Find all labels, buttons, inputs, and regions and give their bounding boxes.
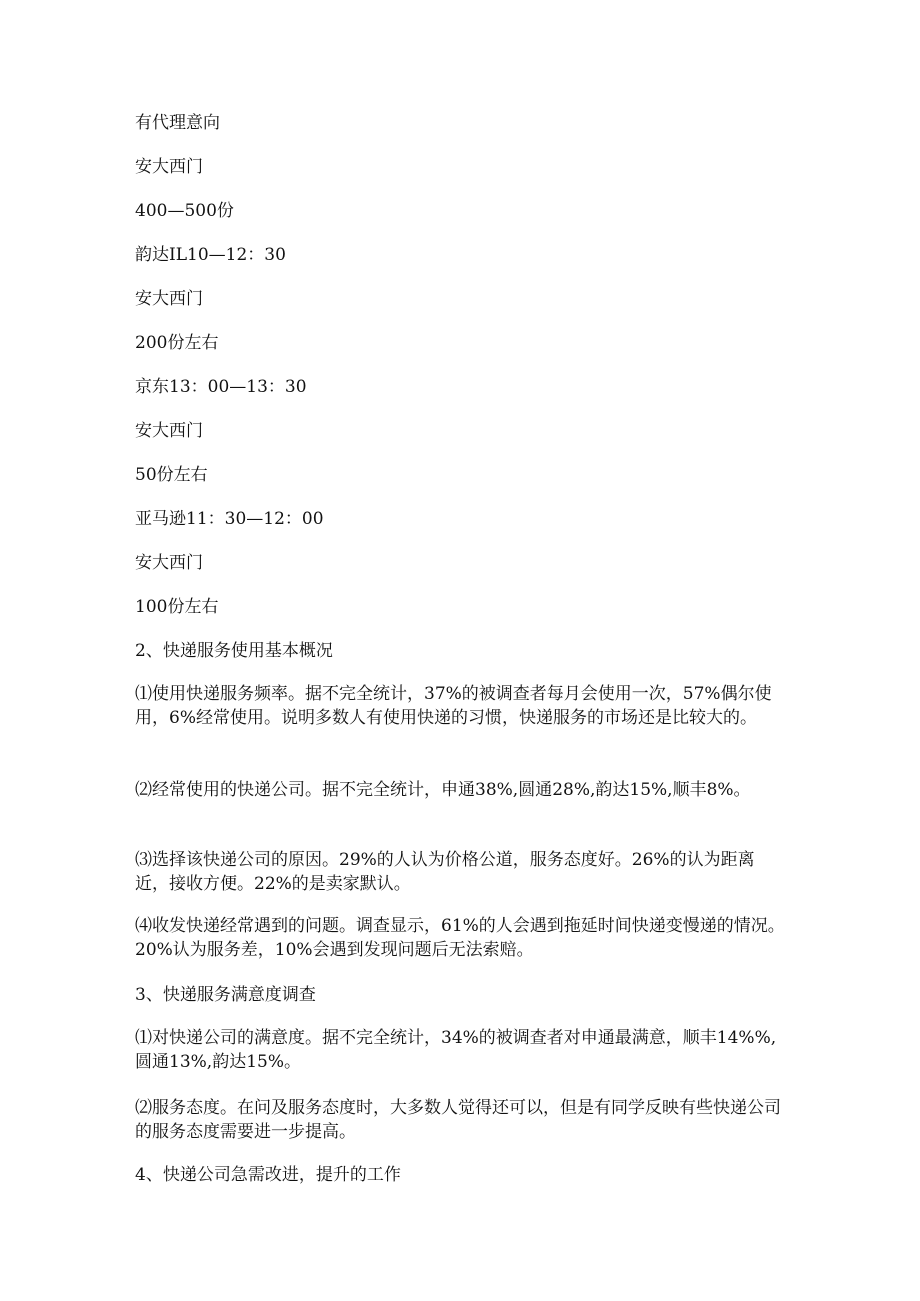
text-line: 安大西门: [135, 289, 203, 309]
section-heading: 3、快递服务满意度调查: [135, 985, 316, 1005]
text-line: 京东13：00—13：30: [135, 377, 307, 397]
section-heading: 4、快递公司急需改进，提升的工作: [135, 1165, 401, 1185]
text-line: 100份左右: [135, 597, 219, 617]
paragraph: ⑵经常使用的快递公司。据不完全统计，申通38%,圆通28%,韵达15%,顺丰8%。: [135, 780, 751, 800]
text-line: 安大西门: [135, 421, 203, 441]
paragraph: ⑴使用快递服务频率。据不完全统计，37%的被调查者每月会使用一次，57%偶尔使用，6%经常使用。说明多数人有使用快递的习惯，快递服务的市场还是比较大的。: [135, 684, 772, 728]
text-line: 400—500份: [135, 201, 234, 221]
paragraph: ⑴对快递公司的满意度。据不完全统计，34%的被调查者对申通最满意，顺丰14%%,圆通13%,韵达15%。: [135, 1028, 777, 1072]
section-heading: 2、快递服务使用基本概况: [135, 641, 333, 661]
paragraph: ⑷收发快递经常遇到的问题。调查显示，61%的人会遇到拖延时间快递变慢递的情况。20%认为服务差，10%会遇到发现问题后无法索赔。: [135, 916, 785, 960]
text-line: 安大西门: [135, 157, 203, 177]
paragraph: ⑶选择该快递公司的原因。29%的人认为价格公道，服务态度好。26%的认为距离近，接收方便。22%的是卖家默认。: [135, 850, 755, 894]
text-line: 200份左右: [135, 333, 219, 353]
text-line: 有代理意向: [135, 113, 220, 133]
text-line: 亚马逊11：30—12：00: [135, 509, 324, 529]
paragraph: ⑵服务态度。在问及服务态度时，大多数人觉得还可以，但是有同学反映有些快递公司的服务态度需要进一步提高。: [135, 1098, 781, 1142]
text-line: 韵达IL10—12：30: [135, 245, 286, 265]
text-line: 安大西门: [135, 553, 203, 573]
text-line: 50份左右: [135, 465, 208, 485]
